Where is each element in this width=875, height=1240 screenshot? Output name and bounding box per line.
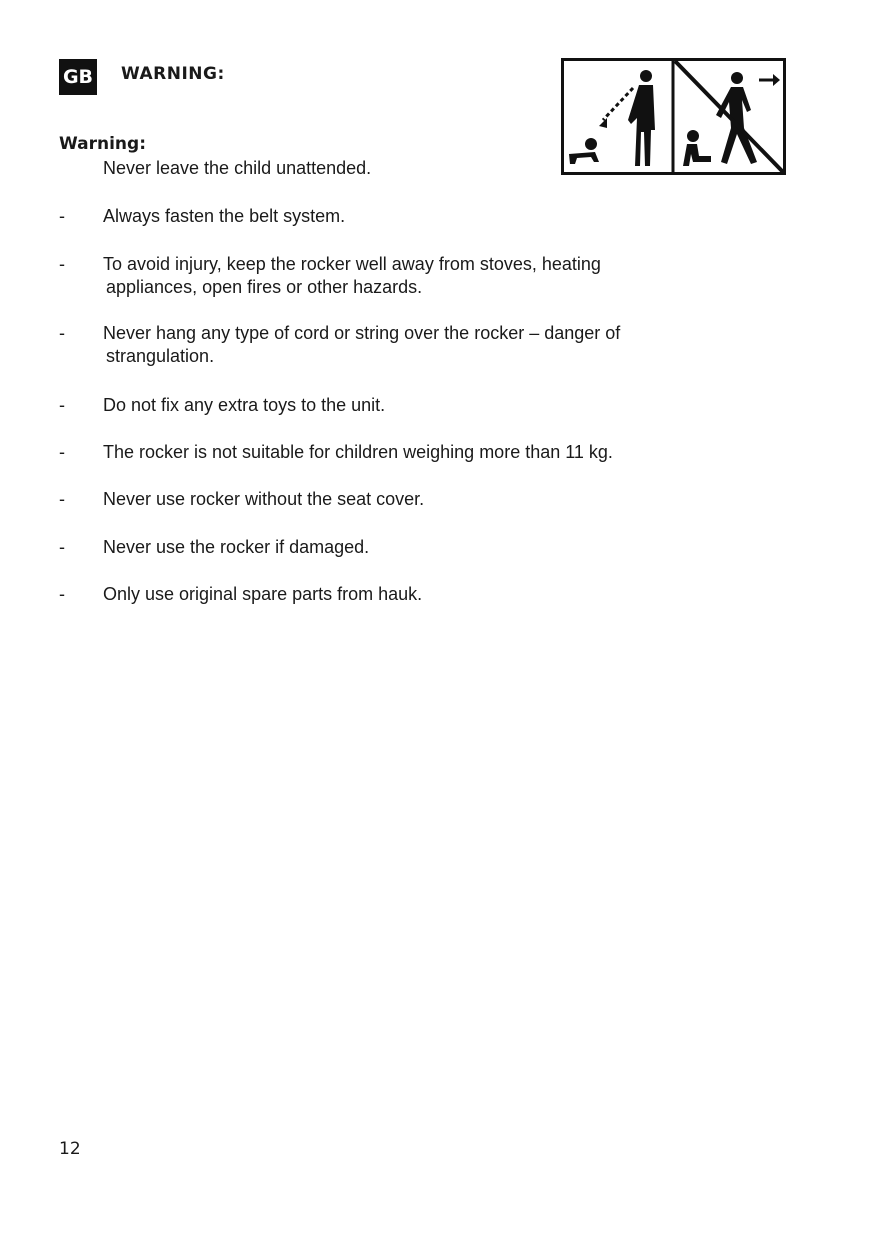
list-item-text: Only use original spare parts from hauk.	[103, 584, 423, 604]
bullet-dash: -	[59, 537, 65, 557]
bullet-dash: -	[59, 395, 65, 415]
list-item-text-continued: strangulation.	[106, 346, 215, 366]
language-badge: GB	[59, 59, 97, 95]
list-item-text: Never use the rocker if damaged.	[103, 537, 370, 557]
list-item-text: Never hang any type of cord or string over the rocker – danger of	[103, 323, 621, 343]
child-supervision-warning-icon	[561, 58, 786, 175]
bullet-dash: -	[59, 206, 65, 226]
warning-subtitle: Warning:	[59, 134, 147, 154]
bullet-dash: -	[59, 442, 65, 462]
list-item-text-continued: appliances, open fires or other hazards.	[106, 277, 423, 297]
bullet-dash: -	[59, 489, 65, 509]
bullet-dash: -	[59, 323, 65, 343]
bullet-dash: -	[59, 584, 65, 604]
page-number: 12	[59, 1139, 81, 1159]
bullet-dash: -	[59, 254, 65, 274]
page-title: WARNING:	[121, 64, 225, 84]
list-item-text: Always fasten the belt system.	[103, 206, 346, 226]
list-item-text: Never use rocker without the seat cover.	[103, 489, 425, 509]
list-item-text: To avoid injury, keep the rocker well away from stoves, heating	[103, 254, 601, 274]
list-item-text: The rocker is not suitable for children weighing more than 11 kg.	[103, 442, 613, 462]
lead-warning-text: Never leave the child unattended.	[103, 158, 372, 178]
list-item-text: Do not fix any extra toys to the unit.	[103, 395, 386, 415]
